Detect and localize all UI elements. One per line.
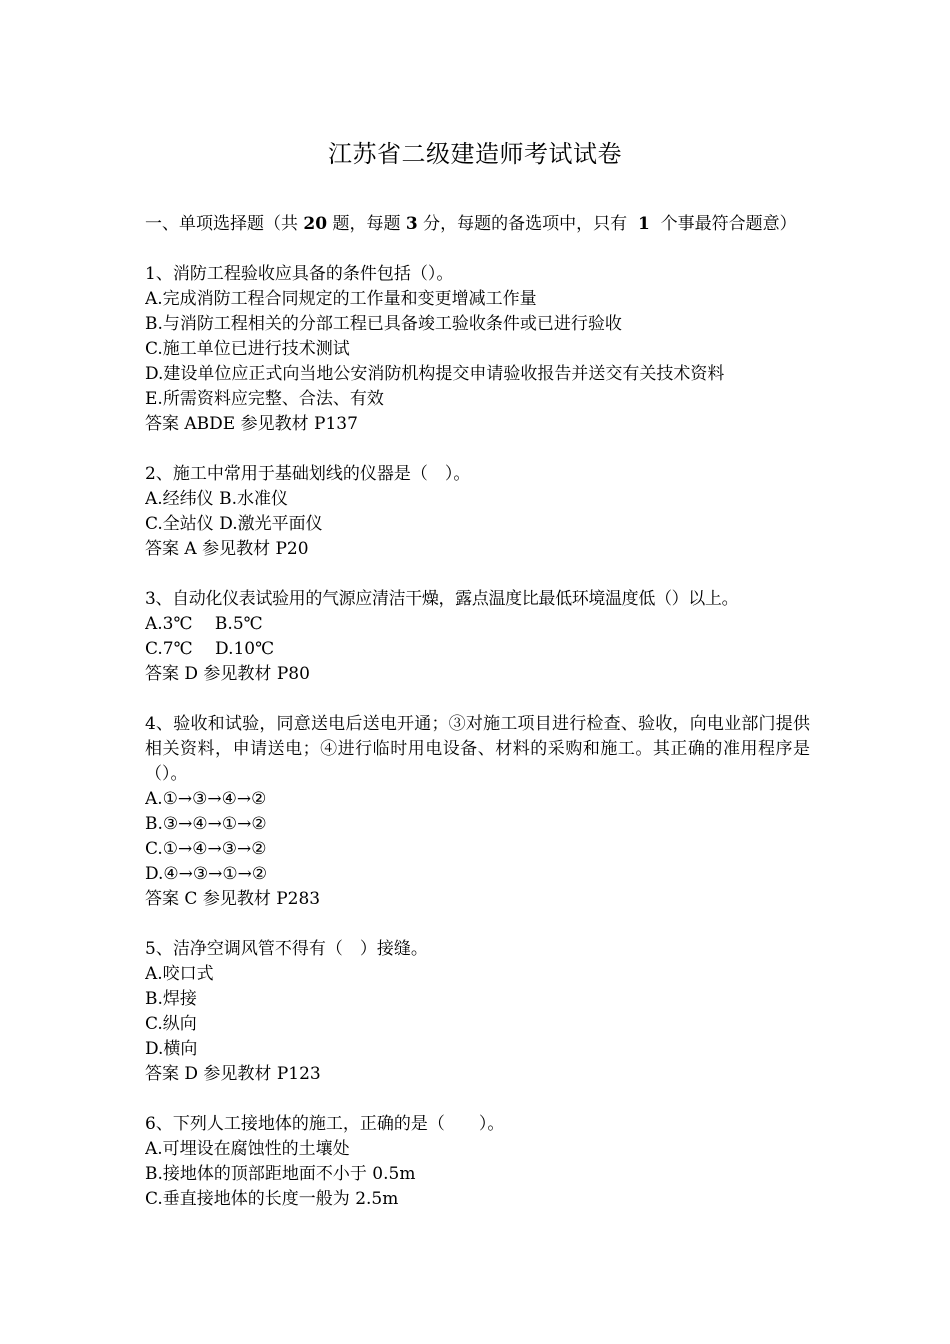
question-4 [145,712,810,912]
question-stem: 3、自动化仪表试验用的气源应清洁干燥，露点温度比最低环境温度低（）以上。 [145,589,739,609]
option: D.横向 [145,1039,198,1059]
question-3 [145,587,810,687]
document-title: 江苏省二级建造师考试试卷 [328,140,622,168]
option: C.全站仪 D.激光平面仪 [145,514,323,534]
option: B.焊接 [145,989,197,1009]
section-header-part4: 个事最符合题意） [660,214,797,234]
option: C.施工单位已进行技术测试 [145,339,350,359]
question-score: 3 [405,214,418,234]
option: A.咬口式 [145,964,214,984]
spacer [145,562,810,587]
option: D.④→③→①→② [145,864,268,884]
question-stem: 1、消防工程验收应具备的条件包括（）。 [145,264,454,284]
question-5 [145,937,810,1087]
answer-line: 答案 D 参见教材 P123 [145,1064,321,1084]
section-header-part3: 分，每题的备选项中，只有 [423,214,628,234]
section-header-part2: 题，每题 [332,214,401,234]
spacer [145,437,810,462]
option: C.纵向 [145,1014,197,1034]
option: D.建设单位应正式向当地公安消防机构提交申请验收报告并送交有关技术资料 [145,364,725,384]
question-stem: 6、下列人工接地体的施工，正确的是（ ）。 [145,1114,505,1134]
answer-line: 答案 C 参见教材 P283 [145,889,321,909]
question-stem: 2、施工中常用于基础划线的仪器是（ ）。 [145,464,471,484]
spacer [145,687,810,712]
question-stem: 5、洁净空调风管不得有（ ）接缝。 [145,939,428,959]
answer-line: 答案 ABDE 参见教材 P137 [145,414,358,434]
option: C.垂直接地体的长度一般为 2.5m [145,1189,399,1209]
option: A.完成消防工程合同规定的工作量和变更增减工作量 [145,289,537,309]
option: B.与消防工程相关的分部工程已具备竣工验收条件或已进行验收 [145,314,622,334]
option: C.7℃ D.10℃ [145,639,275,659]
option: B.③→④→①→② [145,814,267,834]
option: A.可埋设在腐蚀性的土壤处 [145,1139,350,1159]
spacer [145,1087,810,1112]
correct-count: 1 [637,214,650,234]
question-2 [145,462,810,562]
spacer [145,912,810,937]
answer-line: 答案 D 参见教材 P80 [145,664,310,684]
question-stem: 4、验收和试验，同意送电后送电开通；③对施工项目进行检查、验收，向电业部门提供相关资料，申请送电；④进行临时用电设备、材料的采购和施工。其正确的准用程序是（）。 [145,714,810,784]
question-6 [145,1112,810,1212]
document-body [145,212,810,1212]
option: A.3℃ B.5℃ [145,614,263,634]
question-count: 20 [303,214,328,234]
option: C.①→④→③→② [145,839,267,859]
option: E.所需资料应完整、合法、有效 [145,389,384,409]
option: B.接地体的顶部距地面不小于 0.5m [145,1164,416,1184]
answer-line: 答案 A 参见教材 P20 [145,539,309,559]
question-1 [145,262,810,437]
option: A.①→③→④→② [145,789,267,809]
section-header [145,212,810,262]
option: A.经纬仪 B.水准仪 [145,489,288,509]
section-header-part1: 一、单项选择题（共 [145,214,298,234]
